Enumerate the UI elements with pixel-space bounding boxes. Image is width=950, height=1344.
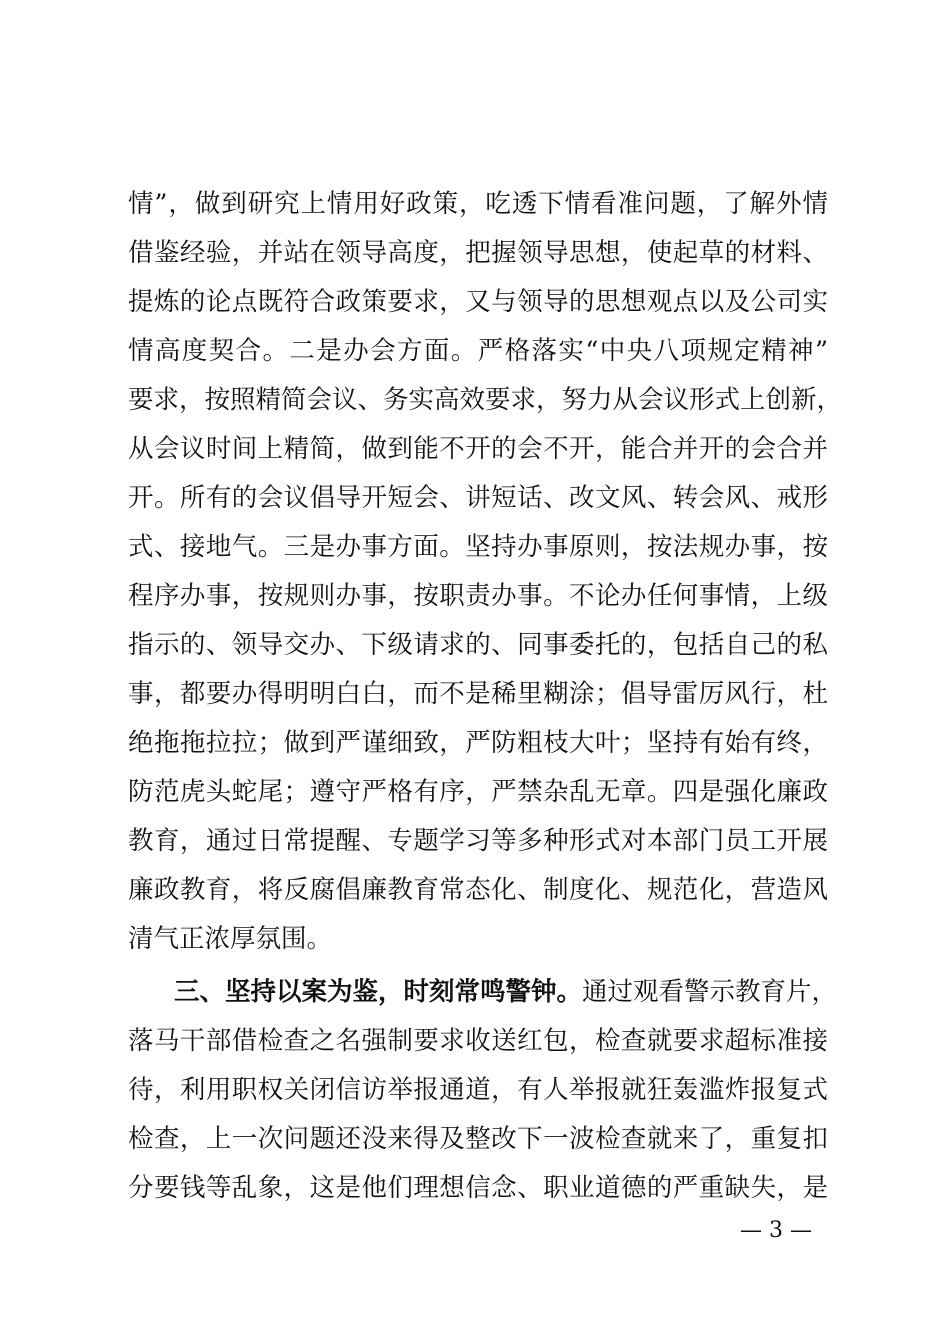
body-text-line: 防范虎头蛇尾；遵守严格有序，严禁杂乱无章。四是强化廉政: [128, 777, 828, 807]
body-text-line: 清气正浓厚氛围。: [128, 924, 333, 954]
page-number: — 3 —: [740, 1218, 812, 1243]
body-text-line: 要求，按照精简会议、务实高效要求，努力从会议形式上创新，: [128, 385, 843, 415]
body-text-line: 教育，通过日常提醒、专题学习等多种形式对本部门员工开展: [128, 826, 828, 856]
body-text-line: 待，利用职权关闭信访举报通道，有人举报就狂轰滥炸报复式: [128, 1075, 828, 1105]
body-text-line: 从会议时间上精简，做到能不开的会不开，能合并开的会合并: [128, 434, 828, 464]
body-text-line: 程序办事，按规则办事，按职责办事。不论办任何事情，上级: [128, 581, 828, 611]
body-text-line: 分要钱等乱象，这是他们理想信念、职业道德的严重缺失，是: [128, 1173, 828, 1203]
body-text-line: 提炼的论点既符合政策要求，又与领导的思想观点以及公司实: [128, 287, 828, 317]
body-text-line: 情”，做到研究上情用好政策，吃透下情看准问题，了解外情: [128, 189, 828, 219]
body-text-line: 检查，上一次问题还没来得及整改下一波检查就来了，重复扣: [128, 1124, 828, 1154]
body-text-line: 式、接地气。三是办事方面。坚持办事原则，按法规办事，按: [128, 532, 828, 562]
body-text-line: 借鉴经验，并站在领导高度，把握领导思想，使起草的材料、: [128, 238, 828, 268]
body-text-line: 落马干部借检查之名强制要求收送红包，检查就要求超标准接: [128, 1026, 828, 1056]
section-3-first-line-text: 通过观看警示教育片，: [582, 977, 838, 1007]
body-text-line: 廉政教育，将反腐倡廉教育常态化、制度化、规范化，营造风: [128, 875, 828, 905]
body-text-line: 指示的、领导交办、下级请求的、同事委托的，包括自己的私: [128, 630, 828, 660]
body-text-line: 开。所有的会议倡导开短会、讲短话、改文风、转会风、戒形: [128, 483, 828, 513]
body-text-line: 事，都要办得明明白白，而不是稀里糊涂；倡导雷厉风行，杜: [128, 679, 828, 709]
section-3-first-line: [174, 976, 838, 1008]
section-3-heading: 三、坚持以案为鉴，时刻常鸣警钟。: [174, 977, 583, 1007]
body-text-line: 绝拖拖拉拉；做到严谨细致，严防粗枝大叶；坚持有始有终，: [128, 728, 828, 758]
body-text-line: 情高度契合。二是办会方面。严格落实“中央八项规定精神”: [128, 336, 828, 366]
